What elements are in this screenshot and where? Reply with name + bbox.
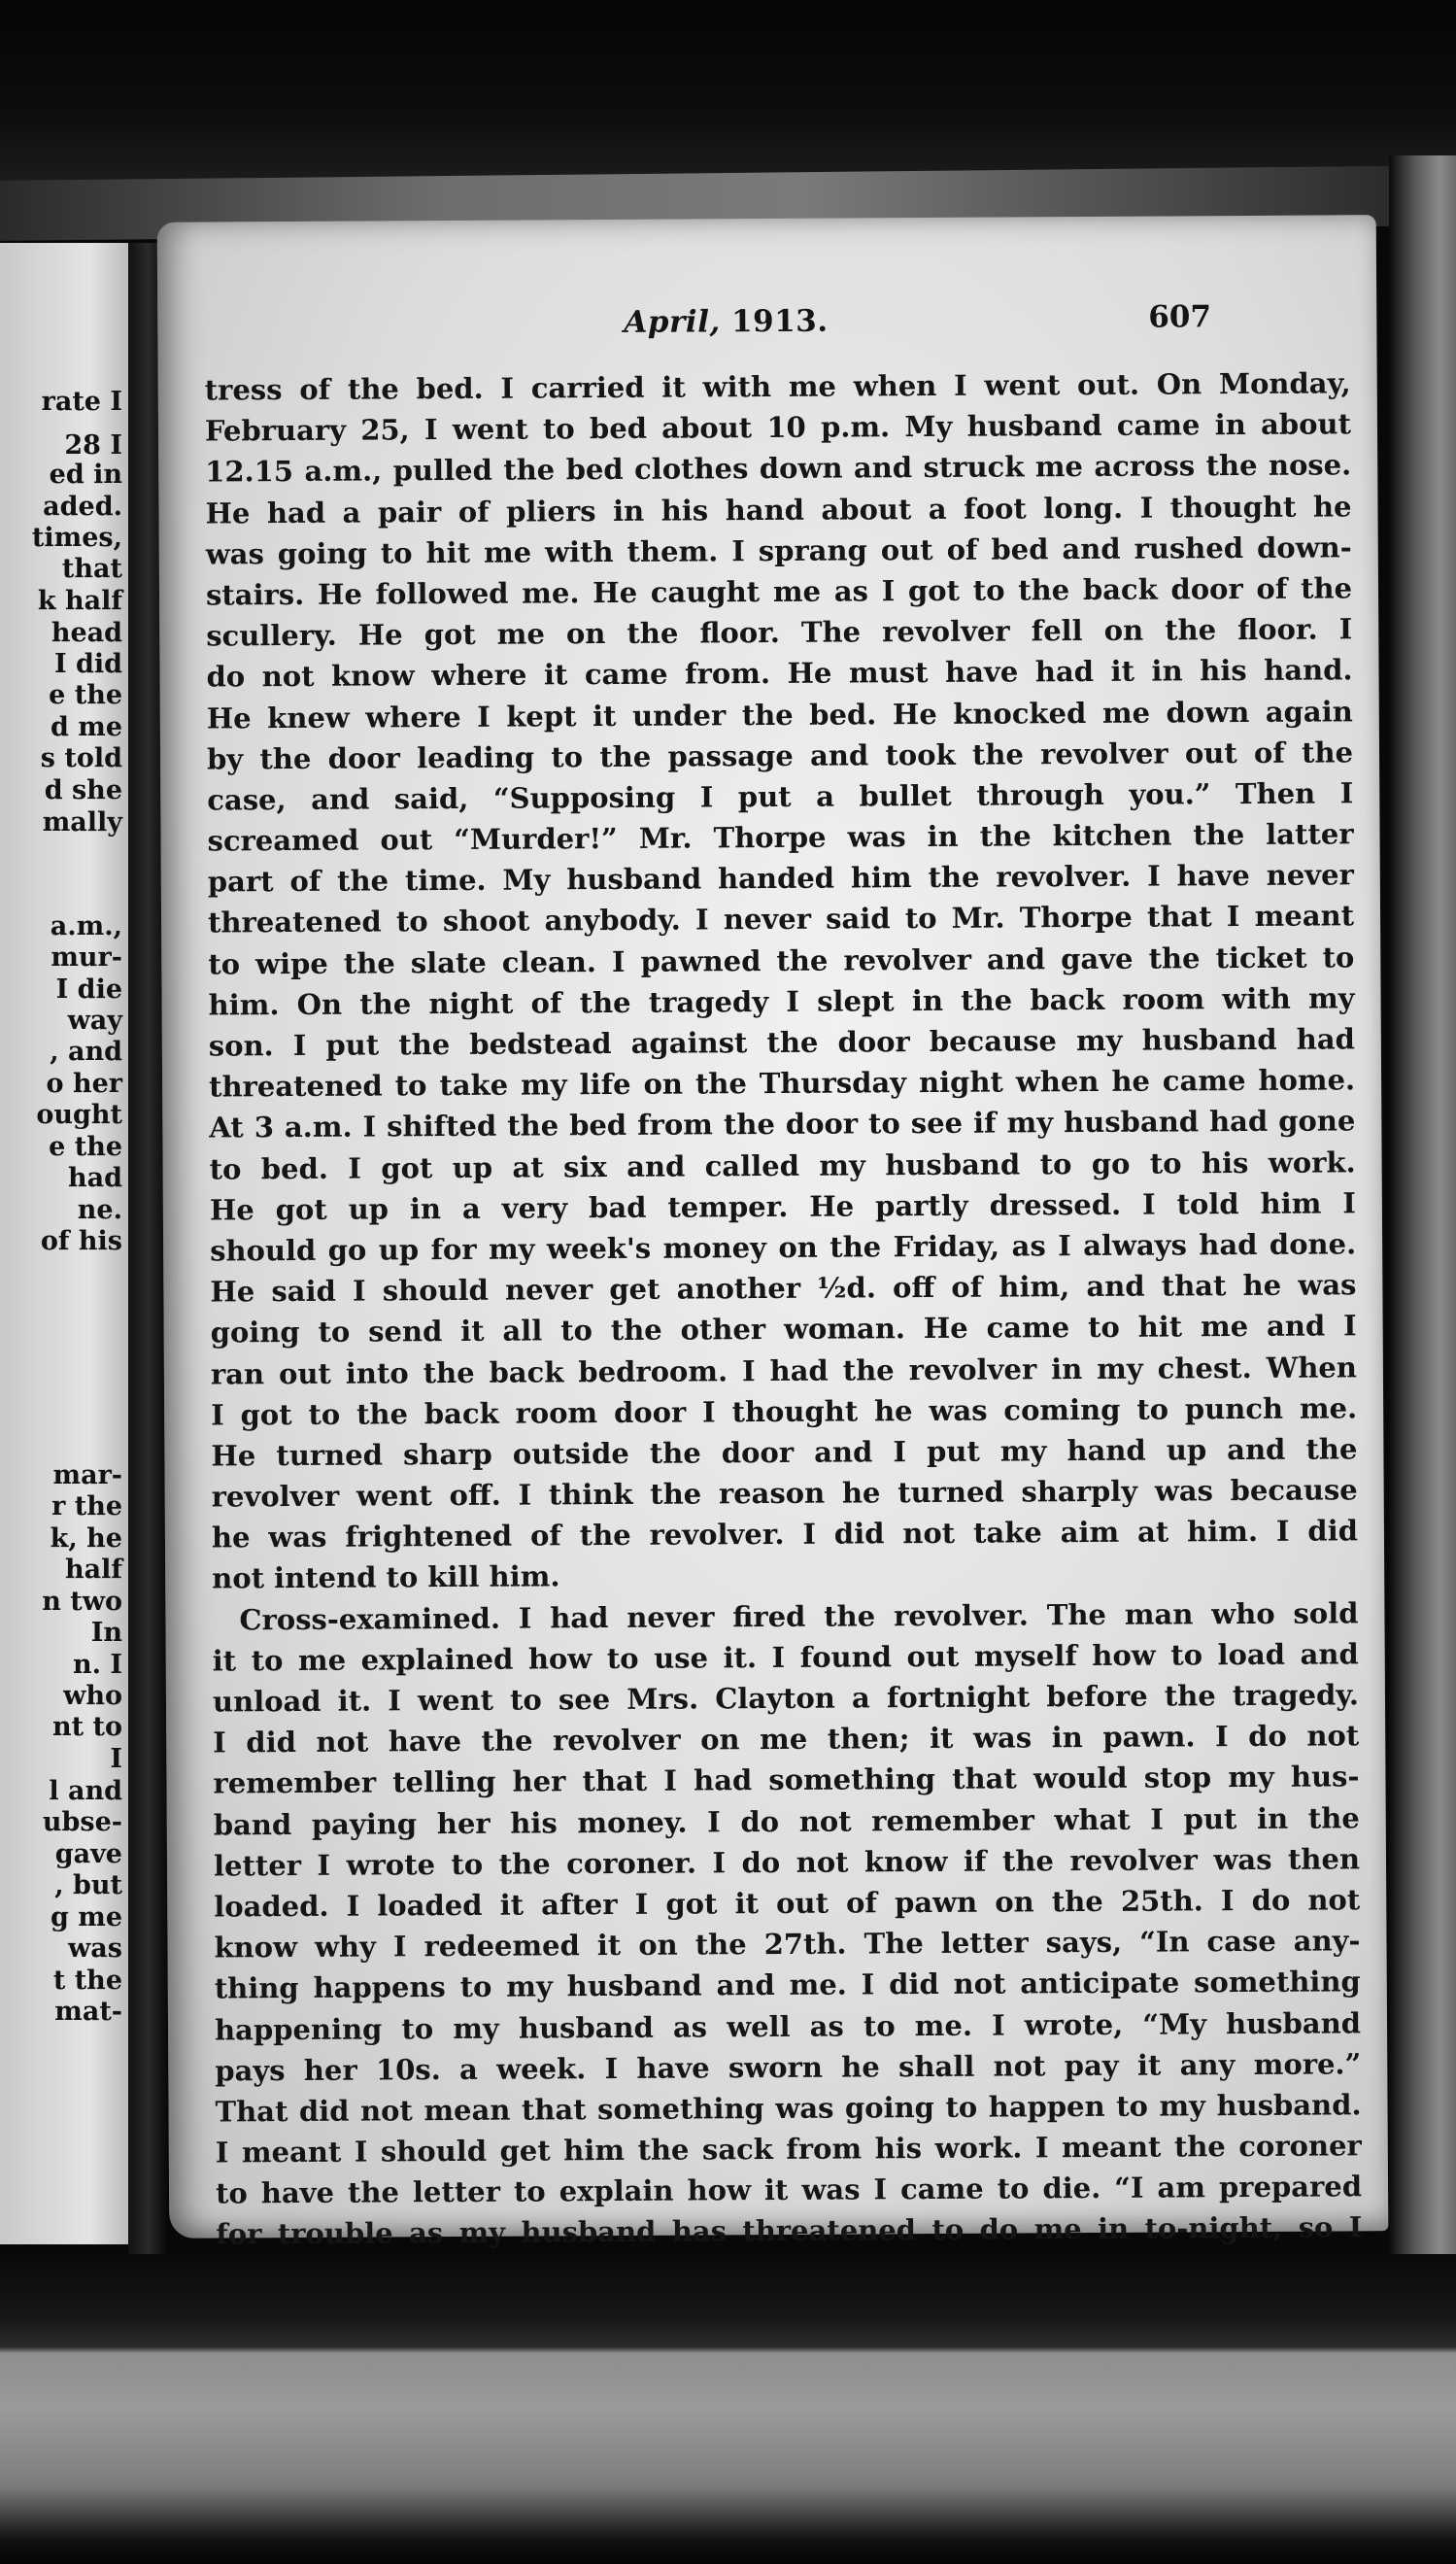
left-page-text-fragment: who: [63, 1681, 122, 1711]
left-page-text-fragment: way: [67, 1006, 122, 1036]
left-page-text-fragment: o her: [46, 1069, 122, 1099]
film-border-right: [1389, 155, 1456, 2273]
left-page-text-fragment: a.m.,: [50, 911, 122, 941]
left-page-text-fragment: r the: [51, 1491, 122, 1521]
text-line: loaded. I loaded it after I got it out of pawn on the 25th. I do not: [214, 1883, 1361, 1924]
text-line: stairs. He followed me. He caught me as I got to the back door of the: [205, 571, 1353, 612]
left-page-text-fragment: was: [68, 1933, 122, 1964]
text-line: case, and said, “Supposing I put a bullet through you.” Then I: [207, 776, 1354, 817]
left-page-text-fragment: s told: [40, 743, 122, 773]
text-line: scullery. He got me on the floor. The revolver fell on the floor. I: [206, 612, 1353, 653]
text-line: by the door leading to the passage and took the revolver out of the: [206, 735, 1354, 776]
text-line: February 25, I went to bed about 10 p.m. My husband came in about: [204, 407, 1352, 448]
left-page-text-fragment: t the: [52, 1966, 122, 1996]
text-line: was going to hit me with them. I sprang out of bed and rushed down-: [205, 530, 1352, 571]
text-line: That did not mean that something was going to happen to my husband.: [215, 2088, 1362, 2129]
text-line: I meant I should get him the sack from his work. I meant the coroner: [215, 2129, 1362, 2170]
text-line: thing happens to my husband and me. I did not anticipate something: [214, 1965, 1361, 2005]
left-page-text-fragment: ed in: [49, 460, 122, 490]
film-border-bottom: [0, 2254, 1456, 2564]
text-line: At 3 a.m. I shifted the bed from the door to see if my husband had gone: [209, 1104, 1356, 1145]
left-page-text-fragment: ne.: [77, 1195, 122, 1225]
left-page-text-fragment: l and: [49, 1776, 122, 1806]
text-line: part of the time. My husband handed him the revolver. I have never: [207, 858, 1354, 899]
text-line: He said I should never get another ½d. off of him, and that he was: [210, 1268, 1357, 1309]
text-line: son. I put the bedstead against the door because my husband had: [208, 1022, 1355, 1063]
left-page-fragment: [0, 243, 134, 2244]
left-page-text-fragment: ought: [36, 1100, 122, 1130]
text-line: threatened to take my life on the Thursday night when he came home.: [209, 1063, 1356, 1104]
text-line: 12.15 a.m., pulled the bed clothes down and struck me across the nose.: [205, 448, 1352, 489]
left-page-text-fragment: that: [61, 554, 122, 584]
text-line: not intend to kill him.: [212, 1559, 560, 1595]
text-line: to wipe the slate clean. I pawned the revolver and gave the ticket to: [208, 940, 1355, 981]
left-page-text-fragment: k, he: [50, 1523, 122, 1554]
text-line: happening to my husband as well as to me. I wrote, “My husband: [214, 2005, 1362, 2047]
page-title: April, 1913.: [624, 303, 829, 340]
text-line: He turned sharp outside the door and I put my hand up and the: [211, 1432, 1358, 1473]
left-page-text-fragment: times,: [31, 523, 122, 553]
left-page-text-fragment: n two: [42, 1587, 122, 1617]
page-number: 607: [1148, 299, 1212, 335]
text-line: him. On the night of the tragedy I slept in the back room with my: [208, 981, 1355, 1022]
text-line: revolver went off. I think the reason he turned sharply was because: [211, 1473, 1358, 1514]
left-page-text-fragment: rate I: [41, 387, 122, 417]
text-line: He had a pair of pliers in his hand about a foot long. I thought he: [205, 489, 1352, 530]
body-text: [205, 362, 1364, 2419]
left-page-text-fragment: In: [90, 1618, 122, 1648]
left-page-text-fragment: I die: [55, 974, 122, 1005]
film-border-top: [0, 0, 1456, 185]
left-page-text-fragment: mat-: [54, 1997, 122, 2027]
text-line: going to send it all to the other woman. He came to hit me and I: [210, 1309, 1357, 1350]
text-line: I got to the back room door I thought he was coming to punch me.: [211, 1391, 1358, 1432]
text-line: it to me explained how to use it. I found out myself how to load and: [212, 1637, 1359, 1678]
left-page-text-fragment: ubse-: [42, 1807, 122, 1837]
text-line: do not know where it came from. He must have had it in his hand.: [206, 653, 1353, 694]
text-line: tress of the bed. I carried it with me when I went out. On Monday,: [204, 366, 1351, 407]
text-line: He got up in a very bad temper. He partly dressed. I told him I: [209, 1186, 1356, 1227]
left-page-text-fragment: mally: [42, 807, 122, 838]
left-page-text-fragment: , and: [50, 1037, 122, 1067]
left-page-text-fragment: g me: [50, 1902, 122, 1932]
text-line: threatened to shoot anybody. I never said to Mr. Thorpe that I meant: [207, 899, 1355, 940]
left-page-text-fragment: e the: [49, 680, 122, 710]
text-line: remember telling her that I had something that would stop my hus-: [213, 1760, 1360, 1800]
text-line: to have the letter to explain how it was I came to die. “I am prepared: [215, 2170, 1363, 2210]
text-line: Cross-examined. I had never fired the revolver. The man who sold: [239, 1595, 1359, 1636]
left-page-text-fragment: mar-: [52, 1460, 122, 1490]
text-line: screamed out “Murder!” Mr. Thorpe was in the kitchen the latter: [207, 817, 1354, 858]
left-page-text-fragment: n. I: [72, 1650, 122, 1680]
left-page-text-fragment: aded.: [43, 492, 122, 522]
left-page-text-fragment: had: [67, 1163, 122, 1193]
text-line: ran out into the back bedroom. I had the revolver in my chest. When: [210, 1350, 1357, 1391]
left-page-text-fragment: d she: [44, 775, 122, 805]
text-line: for trouble as my husband has threatened to do me in to-night, so I: [216, 2210, 1363, 2251]
left-page-text-fragment: e the: [49, 1132, 122, 1162]
document-page: [157, 215, 1389, 2251]
left-page-text-fragment: I: [110, 1744, 122, 1774]
text-line: know why I redeemed it on the 27th. The letter says, “In case any-: [214, 1924, 1361, 1965]
left-page-text-fragment: mur-: [51, 942, 122, 973]
left-page-text-fragment: head: [51, 618, 122, 648]
running-header: [157, 300, 1376, 347]
left-page-text-fragment: I did: [53, 649, 122, 679]
left-page-text-fragment: k half: [37, 586, 122, 616]
text-line: pays her 10s. a week. I have sworn he shall not pay it any more.”: [215, 2047, 1362, 2088]
left-page-text-fragment: d me: [50, 712, 122, 742]
text-line: to bed. I got up at six and called my husband to go to his work.: [209, 1145, 1356, 1186]
left-page-text-fragment: gave: [54, 1839, 122, 1869]
text-line: should go up for my week's money on the Friday, as I always had done.: [210, 1227, 1357, 1268]
text-line: He knew where I kept it under the bed. He knocked me down again: [206, 694, 1353, 735]
left-page-text-fragment: nt to: [52, 1712, 122, 1742]
text-line: he was frightened of the revolver. I did not take aim at him. I did: [211, 1514, 1359, 1555]
left-page-text-fragment: 28 I: [64, 430, 122, 461]
text-line: unload it. I went to see Mrs. Clayton a fortnight before the tragedy.: [212, 1678, 1360, 1719]
left-page-text-fragment: half: [65, 1555, 122, 1585]
left-page-text-fragment: of his: [40, 1226, 122, 1256]
left-page-text-fragment: , but: [54, 1870, 122, 1900]
text-line: band paying her his money. I do not remember what I put in the: [213, 1800, 1360, 1842]
text-line: letter I wrote to the coroner. I do not know if the revolver was then: [213, 1842, 1361, 1883]
text-line: I did not have the revolver on me then; it was in pawn. I do not: [213, 1719, 1360, 1760]
